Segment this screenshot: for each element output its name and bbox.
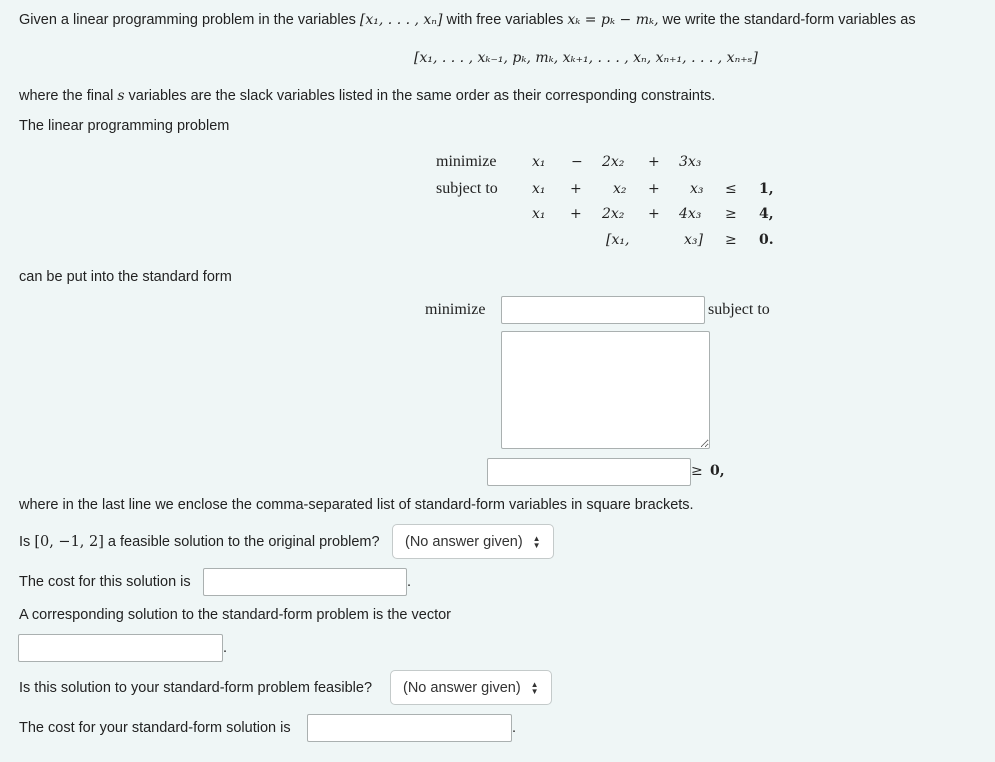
std-cost-input[interactable]: [307, 714, 512, 742]
feasibility-question: [19, 534, 380, 550]
q1-suffix: a feasible solution to the original problem?: [103, 534, 380, 550]
lp-operator: +: [648, 206, 660, 222]
feasibility-select[interactable]: [392, 524, 554, 559]
lp-label: The linear programming problem: [19, 118, 230, 134]
select-arrows-icon: ▲ ▼: [530, 679, 539, 696]
std-feasibility-select[interactable]: [390, 670, 552, 705]
lp-relation: ≥: [725, 206, 737, 222]
cost-input[interactable]: [203, 568, 407, 596]
slack-variable: s: [117, 88, 125, 104]
corresponding-label: A corresponding solution to the standard-form problem is the vector: [19, 607, 452, 623]
standard-form-variables: [x₁, . . . , xₖ₋₁, pₖ, mₖ, xₖ₊₁, . . . , xₙ, xₙ₊₁, . . . , xₙ₊ₛ]: [414, 50, 758, 66]
slack-prefix: where the final: [19, 88, 118, 104]
lp-term: 2x₂: [602, 206, 625, 222]
lp-rhs: 0.: [759, 232, 774, 248]
lp-rhs: 4,: [759, 206, 774, 222]
lp-operator: +: [648, 181, 660, 197]
feasibility-select-value: (No answer given): [405, 533, 523, 550]
bracket-note: where in the last line we enclose the comma-separated list of standard-form variables in square brackets.: [19, 497, 694, 513]
intro-line: [19, 12, 916, 28]
objective-input[interactable]: [501, 296, 705, 324]
lp-term: x₂: [613, 181, 627, 197]
q1-prefix: Is: [19, 534, 35, 550]
lp-rhs: 1,: [759, 181, 774, 197]
lp-operator: +: [648, 154, 660, 170]
slack-suffix: variables are the slack variables listed in the same order as their corresponding constraints.: [124, 88, 716, 104]
solution-period: .: [223, 640, 228, 656]
lp-relation: ≤: [725, 181, 737, 197]
lp-term: 3x₃: [679, 154, 702, 170]
lp-nonneg-right: x₃]: [684, 232, 703, 248]
lp-term: 4x₃: [679, 206, 702, 222]
solution-vector: [0, −1, 2]: [34, 534, 104, 550]
lp-relation: ≥: [725, 232, 737, 248]
lp-term: 2x₂: [602, 154, 625, 170]
select-arrows-icon: ▲ ▼: [532, 533, 541, 550]
lp-term: x₁: [532, 181, 546, 197]
intro-mid: with free variables: [442, 12, 568, 28]
standard-solution-input[interactable]: [18, 634, 223, 662]
lp-term: x₃: [690, 181, 704, 197]
intro-suffix: we write the standard-form variables as: [658, 12, 916, 28]
std-feasibility-question: Is this solution to your standard-form problem feasible?: [19, 680, 373, 696]
std-nonneg-relation: ≥: [691, 463, 703, 479]
lp-term: x₁: [532, 206, 546, 222]
cost-label: The cost for this solution is: [19, 574, 191, 590]
std-minimize-label: minimize: [425, 301, 486, 318]
lp-operator: +: [570, 206, 582, 222]
slack-sentence: [19, 88, 715, 104]
intro-prefix: Given a linear programming problem in the variables: [19, 12, 360, 28]
standard-form-intro: can be put into the standard form: [19, 269, 232, 285]
lp-term: x₁: [532, 154, 546, 170]
free-variable-equation: xₖ = pₖ − mₖ,: [567, 12, 659, 28]
variables-input[interactable]: [487, 458, 691, 486]
std-feasibility-select-value: (No answer given): [403, 679, 521, 696]
lp-operator: −: [571, 154, 583, 170]
lp-nonneg-left: [x₁,: [606, 232, 630, 248]
std-cost-period: .: [512, 720, 517, 736]
lp-operator: +: [570, 181, 582, 197]
std-cost-label: The cost for your standard-form solution is: [19, 720, 291, 736]
std-nonneg-rhs: 0,: [710, 463, 725, 479]
lp-minimize-label: minimize: [436, 153, 497, 170]
constraints-textarea[interactable]: [501, 331, 710, 449]
variable-list: [x₁, . . . , xₙ]: [359, 12, 443, 28]
lp-subject-to-label: subject to: [436, 180, 498, 197]
std-subject-to-label: subject to: [708, 301, 770, 318]
cost-period: .: [407, 574, 412, 590]
